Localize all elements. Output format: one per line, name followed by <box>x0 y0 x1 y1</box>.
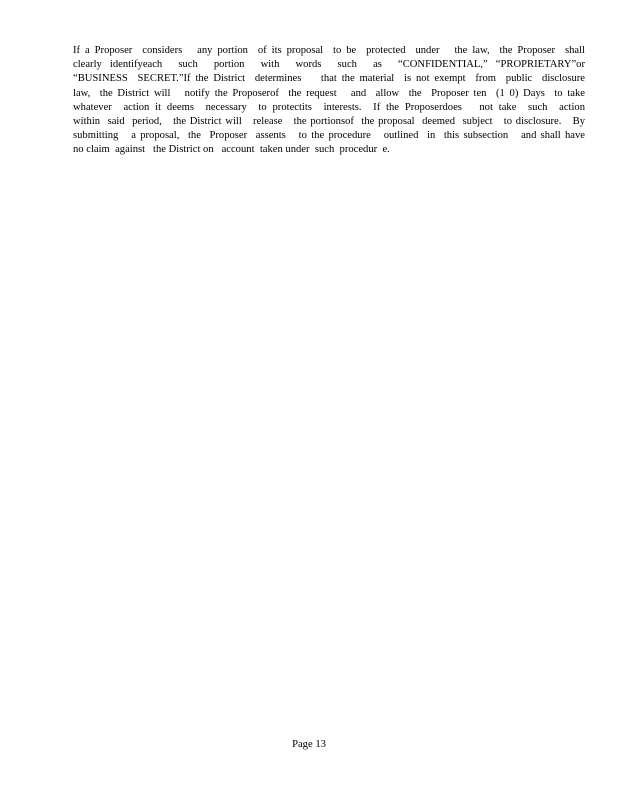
paragraph-line: law, the District will notify the Proposerof the request and allow the Proposer ten (1 0) Days to take <box>73 87 585 99</box>
paragraph-line: no claim against the District on account taken under such procedur e. <box>73 144 390 156</box>
paragraph-line: clearly identifyeach such portion with words such as “CONFIDENTIAL,” “PROPRIETARY”or <box>73 59 585 71</box>
paragraph-line: submitting a proposal, the Proposer assents to the procedure outlined in this subsection and shall have <box>73 130 585 142</box>
paragraph-line: whatever action it deems necessary to protectits interests. If the Proposerdoes not take such action <box>73 101 585 113</box>
page-number: Page 13 <box>292 739 326 750</box>
paragraph-line: If a Proposer considers any portion of its proposal to be protected under the law, the Proposer shall <box>73 45 585 56</box>
paragraph-line: “BUSINESS SECRET.”If the District determines that the material is not exempt from public disclosure <box>73 73 585 85</box>
paragraph-line: within said period, the District will release the portionsof the proposal deemed subject to disclosure. By <box>73 116 585 128</box>
confidentiality-paragraph <box>73 44 585 158</box>
